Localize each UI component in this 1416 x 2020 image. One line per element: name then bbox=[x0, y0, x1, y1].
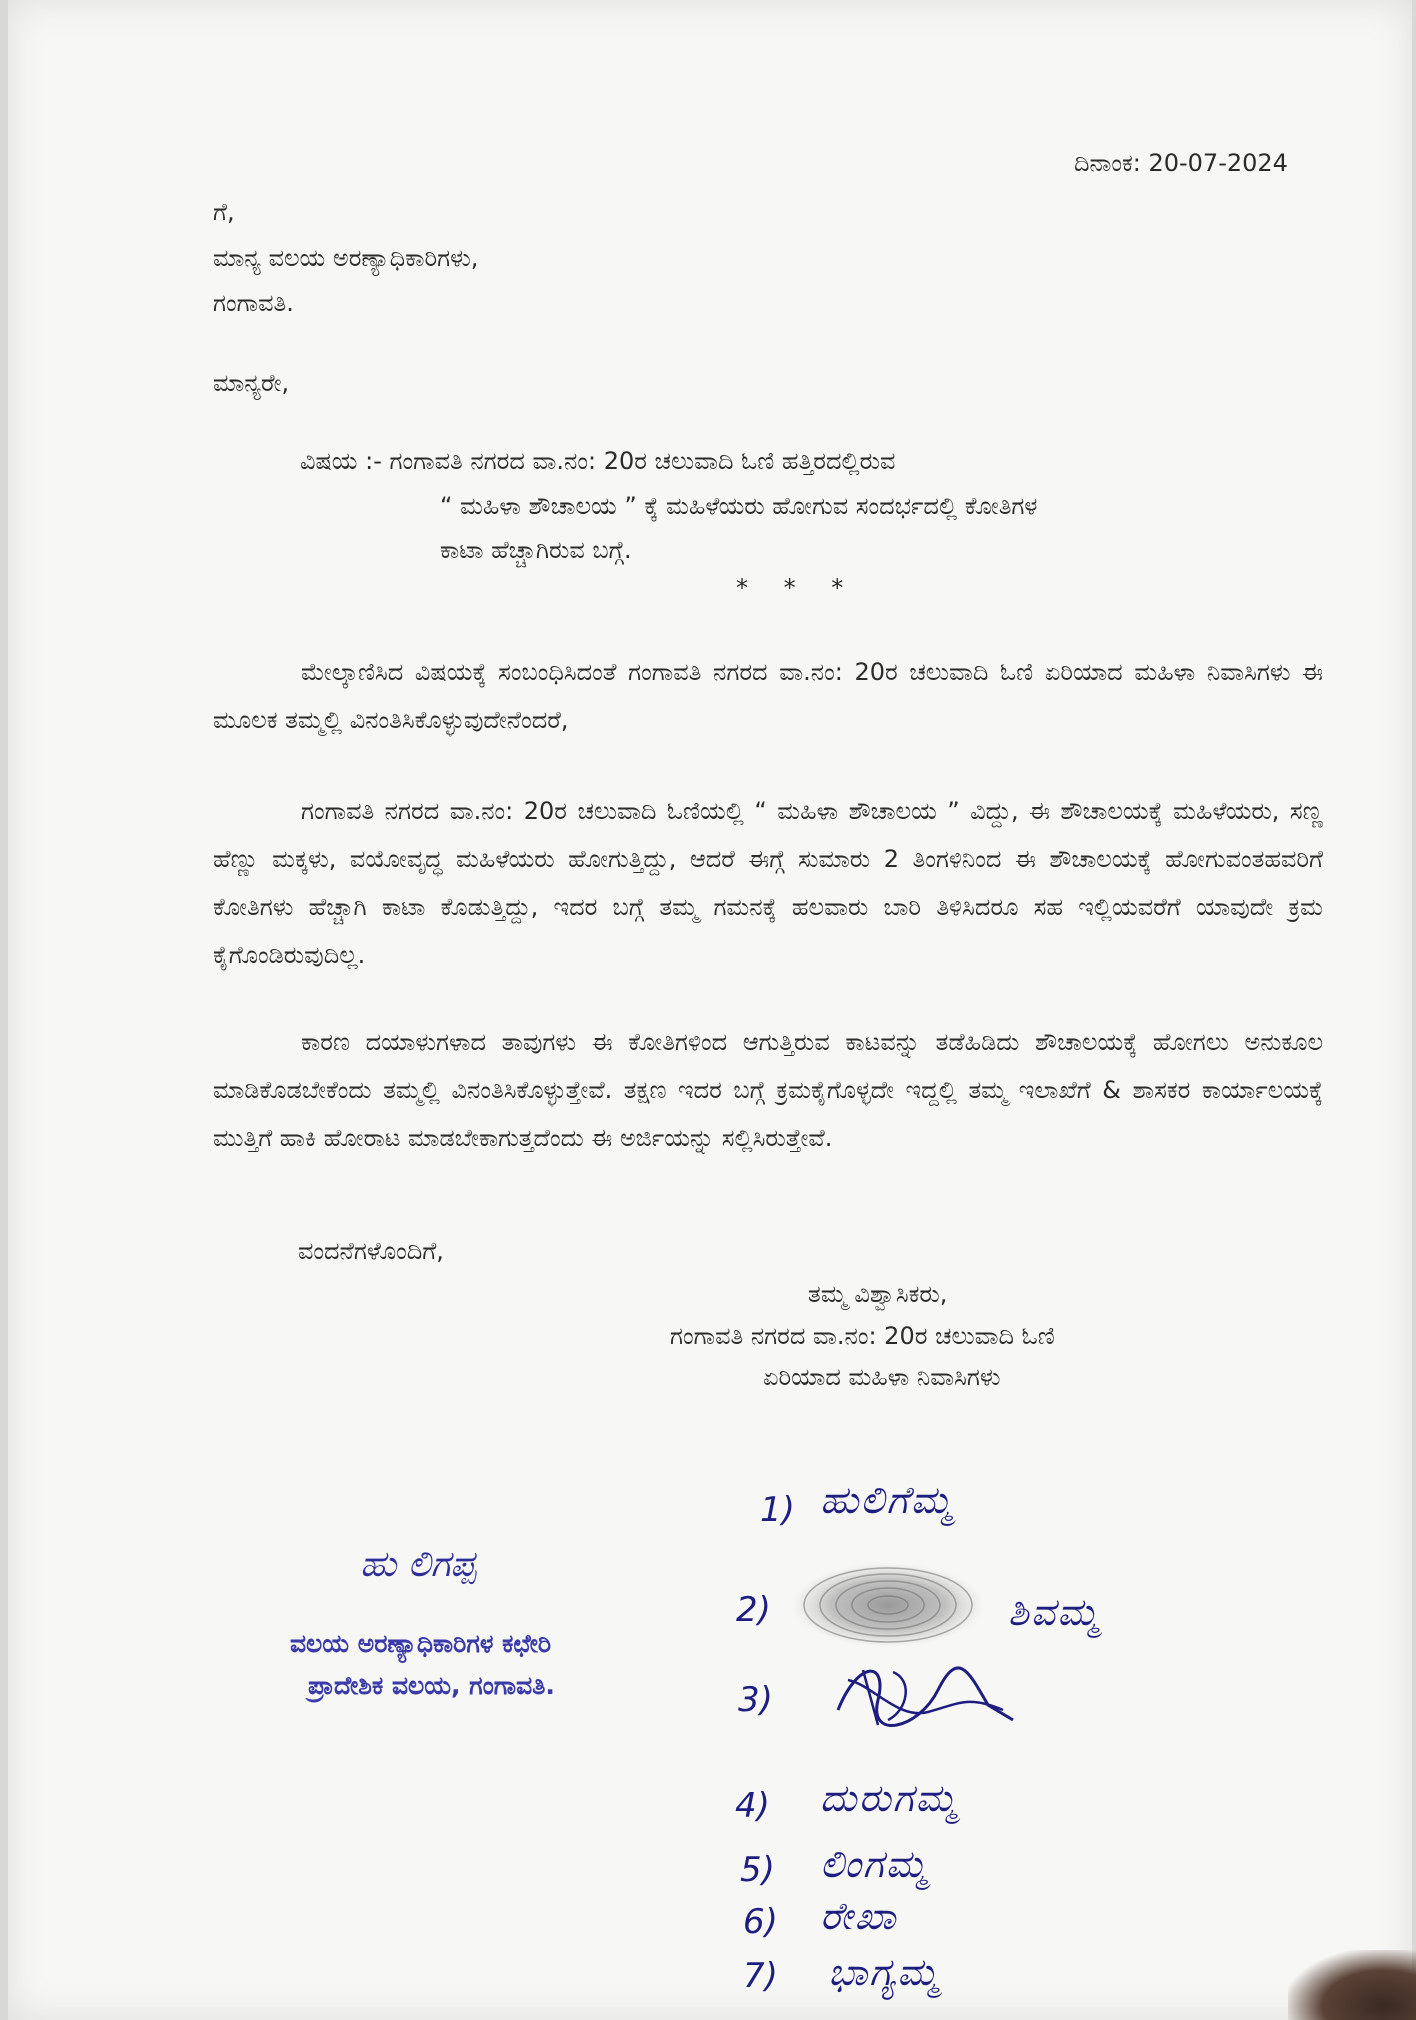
signatory-number: 4) bbox=[735, 1786, 770, 1826]
signatory-name: ಹುಲಿಗೆಮ್ಮ bbox=[820, 1478, 955, 1522]
subject-line-1: ವಿಷಯ :- ಗಂಗಾವತಿ ನಗರದ ವಾ.ನಂ: 20ರ ಚಲುವಾದಿ ಓಣಿ ಹತ್ತಿರದಲ್ಲಿರುವ bbox=[300, 447, 896, 475]
signatory-name: ಲಿಂಗಮ್ಮ bbox=[820, 1842, 929, 1886]
signatory-name: ರೇಖಾ bbox=[820, 1894, 898, 1938]
signatory-name: ದುರುಗಮ್ಮ bbox=[820, 1776, 959, 1820]
stamp-line-1: ವಲಯ ಅರಣ್ಯಾಧಿಕಾರಿಗಳ ಕಛೇರಿ bbox=[290, 1629, 552, 1658]
subject-line-3: ಕಾಟಾ ಹೆಚ್ಚಾಗಿರುವ ಬಗ್ಗೆ. bbox=[440, 536, 632, 564]
office-signature: ಹು ಲಿಗಪ್ಪ bbox=[360, 1544, 477, 1585]
signature-scribble-icon bbox=[818, 1650, 1018, 1740]
salutation: ಮಾನ್ಯರೇ, bbox=[213, 369, 290, 397]
stamp-line-2: ಪ್ರಾದೇಶಿಕ ವಲಯ, ಗಂಗಾವತಿ. bbox=[308, 1671, 555, 1700]
thumbprint-icon bbox=[788, 1560, 988, 1650]
paragraph-3: ಕಾರಣ ದಯಾಳುಗಳಾದ ತಾವುಗಳು ಈ ಕೋತಿಗಳಿಂದ ಆಗುತ್ತಿರುವ ಕಾಟವನ್ನು ತಡೆಹಿಡಿದು ಶೌಚಾಲಯಕ್ಕೆ ಹೋಗಲು ಅನುಕೂಲ ಮಾಡಿಕೊಡಬೇಕೆಂದು ತಮ್ಮಲ್ಲಿ ವಿನಂತಿಸಿಕೊಳ್ಳುತ್ತೇವೆ. ತಕ್ಷಣ ಇದರ ಬಗ್ಗೆ ಕ್ರಮಕೈಗೊಳ್ಳದೇ ಇದ್ದಲ್ಲಿ ತಮ್ಮ ಇಲಾಖೆಗೆ & ಶಾಸಕರ ಕಾರ್ಯಾಲಯಕ್ಕೆ ಮುತ್ತಿಗೆ ಹಾಕಿ ಹೋರಾಟ ಮಾಡಬೇಕಾಗುತ್ತದೆಂದು ಈ ಅರ್ಜಿಯನ್ನು ಸಲ್ಲಿಸಿರುತ್ತೇವೆ. bbox=[213, 1028, 1323, 1152]
letter-page bbox=[8, 0, 1412, 2020]
signatory-number: 3) bbox=[738, 1680, 773, 1720]
signatory-number: 5) bbox=[740, 1850, 775, 1890]
signatory-name: ಶಿವಮ್ಮ bbox=[1008, 1590, 1101, 1634]
signatory-number: 7) bbox=[743, 1956, 778, 1996]
signatory-name: ಭಾಗ್ಯಮ್ಮ bbox=[828, 1950, 941, 1994]
recipient: ಮಾನ್ಯ ವಲಯ ಅರಣ್ಯಾಧಿಕಾರಿಗಳು, bbox=[213, 244, 479, 272]
finger-shadow bbox=[1288, 1950, 1416, 2020]
paragraph-2: ಗಂಗಾವತಿ ನಗರದ ವಾ.ನಂ: 20ರ ಚಲುವಾದಿ ಓಣಿಯಲ್ಲಿ “ ಮಹಿಳಾ ಶೌಚಾಲಯ ” ವಿದ್ದು, ಈ ಶೌಚಾಲಯಕ್ಕೆ ಮಹಿಳೆಯರು, ಸಣ್ಣ ಹೆಣ್ಣು ಮಕ್ಕಳು, ವಯೋವೃದ್ಧ ಮಹಿಳೆಯರು ಹೋಗುತ್ತಿದ್ದು, ಆದರೆ ಈಗ್ಗೆ ಸುಮಾರು 2 ತಿಂಗಳಿನಿಂದ ಈ ಶೌಚಾಲಯಕ್ಕೆ ಹೋಗುವಂತಹವರಿಗೆ ಕೋತಿಗಳು ಹೆಚ್ಚಾಗಿ ಕಾಟಾ ಕೊಡುತ್ತಿದ್ದು, ಇದರ ಬಗ್ಗೆ ತಮ್ಮ ಗಮನಕ್ಕೆ ಹಲವಾರು ಬಾರಿ ತಿಳಿಸಿದರೂ ಸಹ ಇಲ್ಲಿಯವರೆಗೆ ಯಾವುದೇ ಕ್ರಮ ಕೈಗೊಂಡಿರುವುದಿಲ್ಲ. bbox=[213, 797, 1323, 969]
signature-line-1: ತಮ್ಮ ವಿಶ್ವಾಸಿಕರು, bbox=[808, 1280, 948, 1308]
paragraph-1: ಮೇಲ್ಕಾಣಿಸಿದ ವಿಷಯಕ್ಕೆ ಸಂಬಂಧಿಸಿದಂತೆ ಗಂಗಾವತಿ ನಗರದ ವಾ.ನಂ: 20ರ ಚಲುವಾದಿ ಓಣಿ ಏರಿಯಾದ ಮಹಿಳಾ ನಿವಾಸಿಗಳು ಈ ಮೂಲಕ ತಮ್ಮಲ್ಲಿ ವಿನಂತಿಸಿಕೊಳ್ಳುವುದೇನೆಂದರೆ, bbox=[213, 658, 1323, 734]
recipient-place: ಗಂಗಾವತಿ. bbox=[213, 289, 294, 317]
signature-line-2: ಗಂಗಾವತಿ ನಗರದ ವಾ.ನಂ: 20ರ ಚಲುವಾದಿ ಓಣಿ bbox=[670, 1322, 1055, 1350]
signatory-number: 2) bbox=[736, 1590, 771, 1630]
signatory-number: 1) bbox=[760, 1490, 795, 1530]
closing: ವಂದನೆಗಳೊಂದಿಗೆ, bbox=[298, 1237, 444, 1265]
address-prefix: ಗೆ, bbox=[213, 198, 235, 226]
signatory-number: 6) bbox=[743, 1902, 778, 1942]
separator-stars: * * * bbox=[736, 574, 858, 602]
subject-line-2: “ ಮಹಿಳಾ ಶೌಚಾಲಯ ” ಕ್ಕೆ ಮಹಿಳೆಯರು ಹೋಗುವ ಸಂದರ್ಭದಲ್ಲಿ ಕೋತಿಗಳ bbox=[440, 492, 1038, 520]
signature-line-3: ಏರಿಯಾದ ಮಹಿಳಾ ನಿವಾಸಿಗಳು bbox=[763, 1363, 1001, 1391]
date-line: ದಿನಾಂಕ: 20-07-2024 bbox=[1074, 149, 1288, 177]
